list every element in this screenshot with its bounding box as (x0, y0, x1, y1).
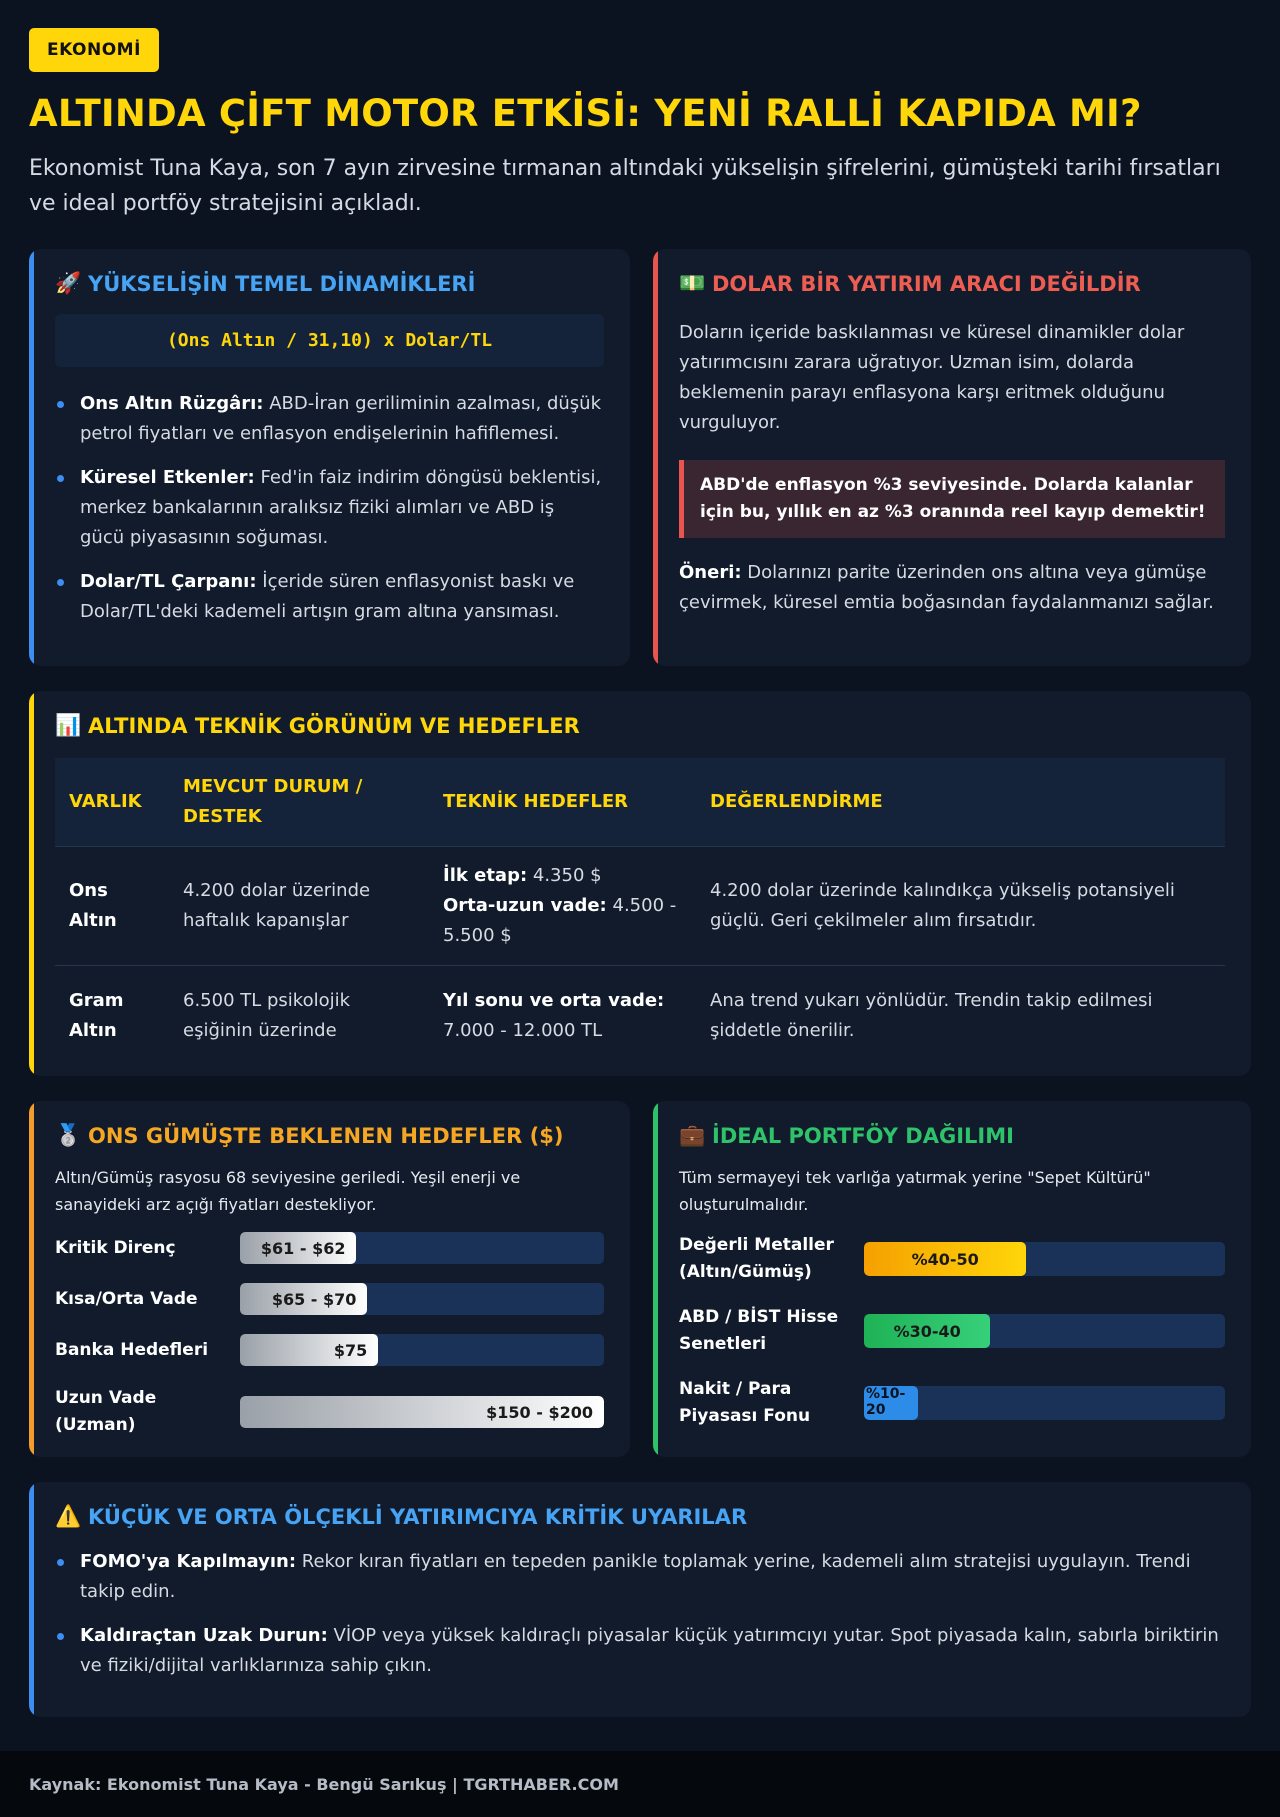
targets-cell (429, 847, 696, 966)
bar-track (864, 1242, 1225, 1276)
bar-fill: $150 - $200 (240, 1396, 604, 1428)
silver-text: Altın/Gümüş rasyosu 68 seviyesine geriledi. Yeşil enerji ve sanayideki arz açığı fiyatları destekliyor. (55, 1168, 521, 1214)
portfolio-text: Tüm sermayeyi tek varlığa yatırmak yerine "Sepet Kültürü" oluşturulmalıdır. (679, 1168, 1151, 1214)
list-item (55, 389, 604, 449)
assessment-cell: 4.200 dolar üzerinde kalındıkça yükseliş potansiyeli güçlü. Geri çekilmeler alım fırsatıdır. (696, 847, 1225, 966)
dynamics-card (29, 249, 630, 666)
target-text: 7.000 - 12.000 TL (443, 1020, 603, 1041)
item-label: FOMO'ya Kapılmayın: (80, 1551, 297, 1572)
warnings-card (29, 1482, 1251, 1717)
bar-label: ABD / BİST Hisse Senetleri (679, 1307, 839, 1354)
dollar-text: Doların içeride baskılanması ve küresel dinamikler dolar yatırımcısını zarara uğratıyor. Uzman isim, dolarda beklemenin parayı enflasyona karşı eritmek olduğunu vurguluyor. (679, 322, 1185, 433)
bar-chart-icon: 📊 (55, 713, 82, 737)
briefcase-icon: 💼 (679, 1123, 706, 1147)
bar-label: Banka Hedefleri (55, 1339, 209, 1360)
list-item (55, 567, 604, 627)
col-assessment: DEĞERLENDİRME (696, 758, 1225, 847)
bar-label: Değerli Metaller (Altın/Gümüş) (679, 1235, 834, 1282)
col-status: MEVCUT DURUM / DESTEK (169, 758, 429, 847)
item-label: Kaldıraçtan Uzak Durun: (80, 1625, 328, 1646)
bar-track (240, 1396, 604, 1428)
bar-label: Nakit / Para Piyasası Fonu (679, 1379, 811, 1426)
item-text: ABD-İran geriliminin azalması, düşük petrol fiyatları ve enflasyon endişelerinin hafiflemesi. (80, 393, 602, 444)
dynamics-title-text: YÜKSELİŞİN TEMEL DİNAMİKLERİ (88, 271, 476, 296)
bar-track (864, 1314, 1225, 1348)
warnings-list (55, 1547, 1225, 1681)
warning-icon: ⚠️ (55, 1504, 82, 1528)
item-text: VİOP veya yüksek kaldıraçlı piyasalar küçük yatırımcıyı yutar. Spot piyasada kalın, sabırla biriktirin ve fiziki/dijital varlıklarınıza sahip çıkın. (80, 1625, 1219, 1676)
targets-cell (429, 966, 696, 1067)
bar-row (55, 1334, 604, 1366)
warnings-title-text: KÜÇÜK VE ORTA ÖLÇEKLİ YATIRIMCIYA KRİTİK UYARILAR (88, 1504, 748, 1529)
bar-row (679, 1304, 1225, 1358)
list-item (55, 463, 604, 553)
item-label: Küresel Etkenler: (80, 467, 255, 488)
item-text: Fed'in faiz indirim döngüsü beklentisi, merkez bankalarının aralıksız fiziki alımları ve ABD iş gücü piyasasının soğuması. (80, 467, 602, 548)
item-text: İçeride süren enflasyonist baskı ve Dolar/TL'deki kademeli artışın gram altına yansıması. (80, 571, 575, 622)
bar-row (55, 1385, 604, 1439)
advice-text: Dolarınızı parite üzerinden ons altına veya gümüşe çevirmek, küresel emtia boğasından faydalanmanızı sağlar. (679, 562, 1214, 613)
technical-card (29, 691, 1251, 1076)
dollar-title-text: DOLAR BİR YATIRIM ARACI DEĞİLDİR (712, 271, 1141, 296)
asset-cell: Ons Altın (55, 847, 169, 966)
assessment-cell: Ana trend yukarı yönlüdür. Trendin takip edilmesi şiddetle önerilir. (696, 966, 1225, 1067)
bar-track (240, 1232, 604, 1264)
status-cell: 4.200 dolar üzerinde haftalık kapanışlar (169, 847, 429, 966)
asset-cell: Gram Altın (55, 966, 169, 1067)
warnings-title (55, 1504, 1225, 1529)
target-label: İlk etap: (443, 865, 528, 886)
portfolio-title (679, 1123, 1225, 1148)
bar-track (240, 1334, 604, 1366)
list-item (55, 1621, 1225, 1681)
bar-track (864, 1386, 1225, 1420)
col-targets: TEKNİK HEDEFLER (429, 758, 696, 847)
medal-icon: 🥈 (55, 1123, 82, 1147)
table-row (55, 966, 1225, 1067)
target-text: 4.350 $ (527, 865, 602, 886)
target-label: Orta-uzun vade: (443, 895, 607, 916)
bar-row (679, 1376, 1225, 1430)
bar-fill: $61 - $62 (240, 1232, 356, 1264)
target-label: Yıl sonu ve orta vade: (443, 990, 665, 1011)
portfolio-card (653, 1101, 1251, 1457)
dynamics-list (55, 389, 604, 627)
dollar-title (679, 271, 1225, 296)
table-header-row (55, 758, 1225, 847)
category-tag: EKONOMİ (29, 28, 159, 72)
table-row (55, 847, 1225, 966)
rocket-icon: 🚀 (55, 271, 82, 295)
bar-row (55, 1232, 604, 1264)
bar-label: Uzun Vade (Uzman) (55, 1388, 157, 1435)
bar-track (240, 1283, 604, 1315)
dollar-advice (679, 558, 1225, 618)
technical-title-text: ALTINDA TEKNİK GÖRÜNÜM VE HEDEFLER (88, 713, 580, 738)
bar-fill: %40-50 (864, 1242, 1026, 1276)
bar-fill: %30-40 (864, 1314, 990, 1348)
item-text: Rekor kıran fiyatları en tepeden panikle toplamak yerine, kademeli alım stratejisi uygulayın. Trendi takip edin. (80, 1551, 1191, 1602)
target-text: 4.500 - 5.500 $ (443, 895, 677, 946)
technical-title (55, 713, 1225, 738)
inflation-alert: ABD'de enflasyon %3 seviyesinde. Dolarda kalanlar için bu, yıllık en az %3 oranında reel kayıp demektir! (679, 460, 1225, 538)
bar-fill: $75 (240, 1334, 378, 1366)
list-item (55, 1547, 1225, 1607)
gram-gold-formula: (Ons Altın / 31,10) x Dolar/TL (55, 314, 604, 367)
dollar-card (653, 249, 1251, 666)
banknote-icon: 💵 (679, 271, 706, 295)
intro-text: Ekonomist Tuna Kaya, son 7 ayın zirvesine tırmanan altındaki yükselişin şifrelerini, gümüşteki tarihi fırsatları ve ideal portföy stratejisini açıkladı. (29, 156, 1221, 216)
advice-label: Öneri: (679, 562, 742, 583)
silver-title-text: ONS GÜMÜŞTE BEKLENEN HEDEFLER ($) (88, 1123, 564, 1148)
footer-source: Kaynak: Ekonomist Tuna Kaya - Bengü Sarıkuş | TGRTHABER.COM (0, 1751, 1280, 1817)
dynamics-title (55, 271, 604, 296)
bar-row (679, 1232, 1225, 1286)
portfolio-title-text: İDEAL PORTFÖY DAĞILIMI (712, 1123, 1014, 1148)
silver-title (55, 1123, 604, 1148)
page-title: ALTINDA ÇİFT MOTOR ETKİSİ: YENİ RALLİ KAPIDA MI? (29, 92, 1142, 135)
status-cell: 6.500 TL psikolojik eşiğinin üzerinde (169, 966, 429, 1067)
item-label: Dolar/TL Çarpanı: (80, 571, 257, 592)
bar-fill: $65 - $70 (240, 1283, 367, 1315)
targets-table (55, 758, 1225, 1066)
col-asset: VARLIK (55, 758, 169, 847)
silver-bars (55, 1232, 604, 1439)
item-label: Ons Altın Rüzgârı: (80, 393, 264, 414)
bar-fill: %10-20 (864, 1386, 918, 1420)
silver-card (29, 1101, 630, 1457)
portfolio-bars (679, 1232, 1225, 1430)
bar-row (55, 1283, 604, 1315)
bar-label: Kısa/Orta Vade (55, 1288, 198, 1309)
bar-label: Kritik Direnç (55, 1237, 176, 1258)
